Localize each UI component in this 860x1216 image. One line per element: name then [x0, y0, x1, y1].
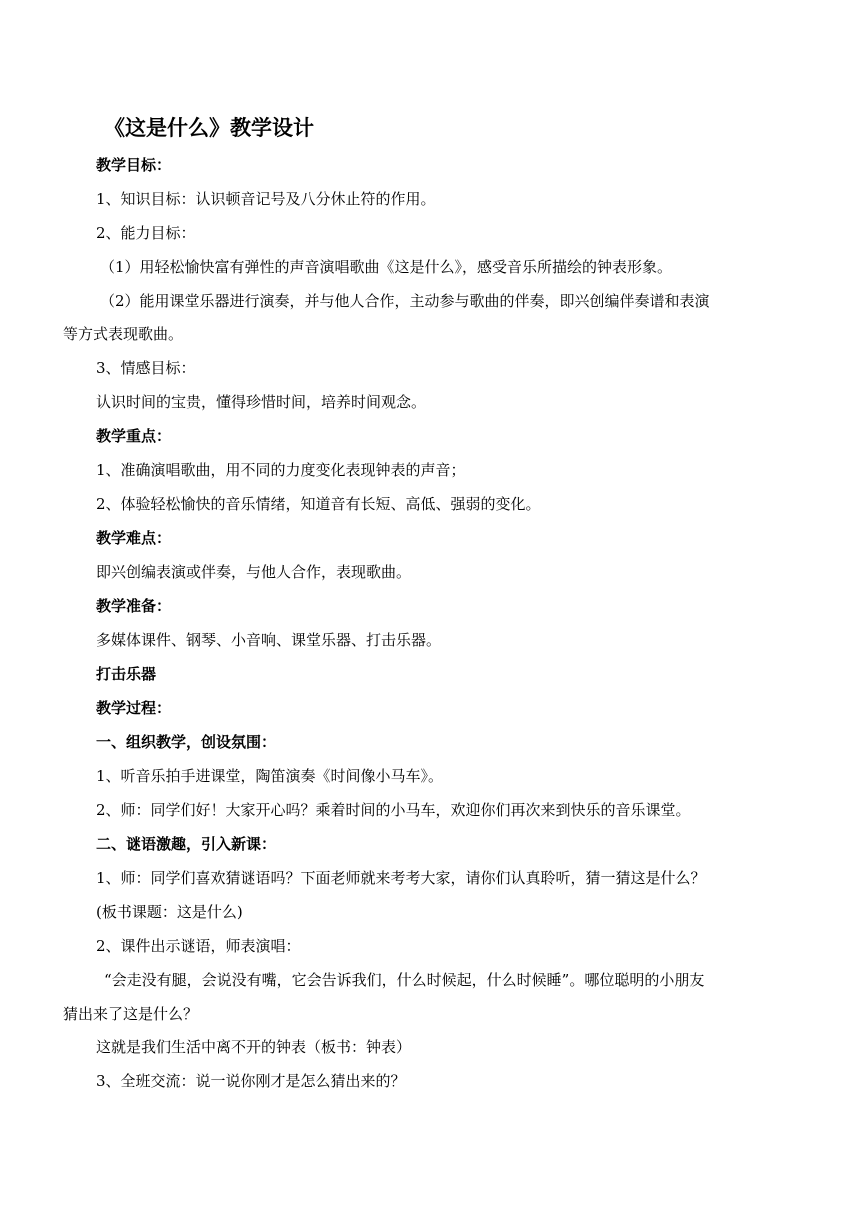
- paragraph-line: 1、听音乐拍手进课堂，陶笛演奏《时间像小马车》。: [96, 767, 444, 785]
- document-title: 《这是什么》教学设计: [104, 116, 314, 140]
- heading-difficulties: 教学难点：: [96, 529, 172, 547]
- paragraph-line: （1）用轻松愉快富有弹性的声音演唱歌曲《这是什么》，感受音乐所描绘的钟表形象。: [100, 258, 673, 276]
- paragraph-line: 即兴创编表演或伴奏，与他人合作，表现歌曲。: [96, 563, 412, 581]
- paragraph-line: 3、全班交流：说一说你刚才是怎么猜出来的？: [96, 1072, 406, 1090]
- paragraph-line: “会走没有腿，会说没有嘴，它会告诉我们，什么时候起，什么时候睡”。哪位聪明的小朋友: [104, 971, 705, 989]
- heading-preparation: 教学准备：: [96, 597, 172, 615]
- paragraph-line: 猜出来了这是什么？: [63, 1005, 199, 1023]
- paragraph-line: 这就是我们生活中离不开的钟表（板书：钟表）: [96, 1038, 412, 1056]
- paragraph-line: 1、知识目标：认识顿音记号及八分休止符的作用。: [96, 190, 436, 208]
- heading-key-points: 教学重点：: [96, 427, 172, 445]
- paragraph-line: 1、准确演唱歌曲，用不同的力度变化表现钟表的声音；: [96, 461, 466, 479]
- paragraph-line: (板书课题：这是什么): [96, 903, 243, 921]
- paragraph-line: 1、师：同学们喜欢猜谜语吗？下面老师就来考考大家，请你们认真聆听，猜一猜这是什么？: [96, 869, 706, 887]
- paragraph-line: 认识时间的宝贵，懂得珍惜时间，培养时间观念。: [96, 393, 427, 411]
- paragraph-line: （2）能用课堂乐器进行演奏，并与他人合作，主动参与歌曲的伴奏，即兴创编伴奏谱和表演: [100, 292, 710, 310]
- heading-objectives: 教学目标：: [96, 156, 172, 174]
- paragraph-line: 等方式表现歌曲。: [63, 325, 184, 343]
- subheading-percussion: 打击乐器: [96, 665, 157, 683]
- paragraph-line: 多媒体课件、钢琴、小音响、课堂乐器、打击乐器。: [96, 631, 442, 649]
- paragraph-line: 2、能力目标：: [96, 224, 196, 242]
- section-heading-2: 二、谜语激趣，引入新课：: [96, 835, 277, 853]
- paragraph-line: 2、课件出示谜语，师表演唱：: [96, 937, 301, 955]
- paragraph-line: 3、情感目标：: [96, 359, 196, 377]
- section-heading-1: 一、组织教学，创设氛围：: [96, 733, 277, 751]
- paragraph-line: 2、师：同学们好！大家开心吗？乘着时间的小马车，欢迎你们再次来到快乐的音乐课堂。: [96, 801, 691, 819]
- heading-process: 教学过程：: [96, 699, 172, 717]
- paragraph-line: 2、体验轻松愉快的音乐情绪，知道音有长短、高低、强弱的变化。: [96, 495, 541, 513]
